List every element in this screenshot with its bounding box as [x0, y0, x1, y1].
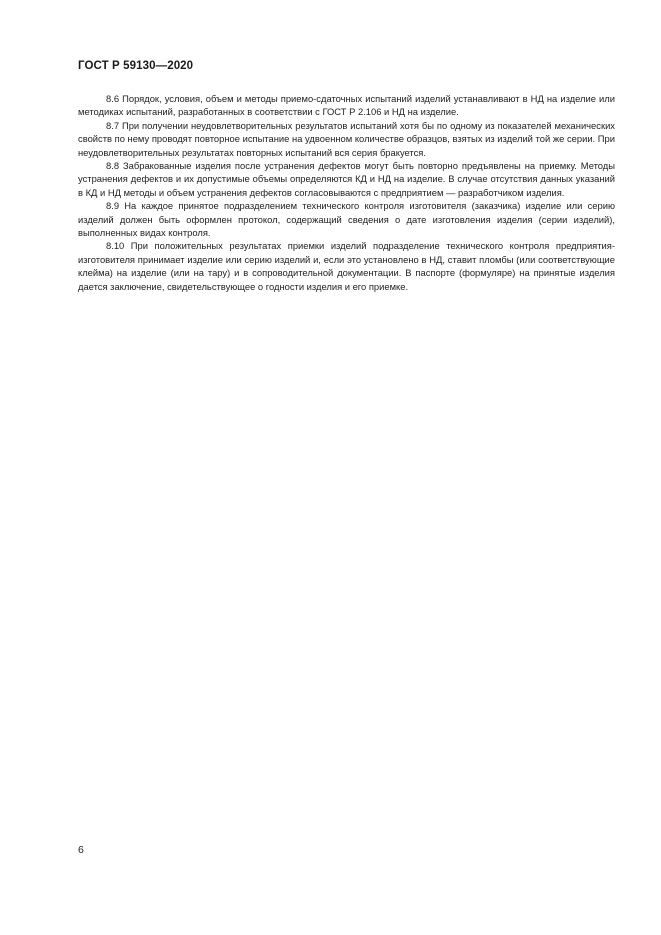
document-header-standard-code: ГОСТ Р 59130—2020	[78, 60, 194, 72]
paragraph-8-8: 8.8 Забракованные изделия после устранения дефектов могут быть повторно предъявлены на приемку. Методы устранения дефектов и их допустимые объемы определяются КД и НД на изделие. В случае отсутствия данных указаний в КД и НД методы и объем устранения дефектов согласовываются с предприятием — разработчиком изделия.	[78, 160, 615, 198]
paragraph-8-7: 8.7 При получении неудовлетворительных результатов испытаний хотя бы по одному из показателей механических свойств по нему проводят повторное испытание на удвоенном количестве образцов, взятых из изделий той же серии. При неудовлетворительных результатах повторных испытаний вся серия бракуется.	[78, 119, 615, 158]
document-body	[78, 92, 615, 293]
paragraph-8-9: 8.9 На каждое принятое подразделением технического контроля изготовителя (заказчика) изделие или серию изделий должен быть оформлен протокол, содержащий сведения о дате изготовления изделия (серии изделий), выполненных видах контроля.	[78, 200, 615, 239]
paragraph-8-6: 8.6 Порядок, условия, объем и методы приемо-сдаточных испытаний изделий устанавливают в НД на изделие или методиках испытаний, разработанных в соответствии с ГОСТ Р 2.106 и НД на изделие.	[78, 93, 615, 118]
page-number: 6	[78, 844, 84, 856]
paragraph-8-10: 8.10 При положительных результатах приемки изделий подразделение технического контроля предприятия-изготовителя принимает изделие или серию изделий и, если это установлено в НД, ставит пломбы (или соответствующие клейма) на изделие (или на тару) и в сопроводительной документации. В паспорте (формуляре) на принятые изделия дается заключение, свидетельствующее о годности изделия и его приемке.	[78, 240, 615, 292]
